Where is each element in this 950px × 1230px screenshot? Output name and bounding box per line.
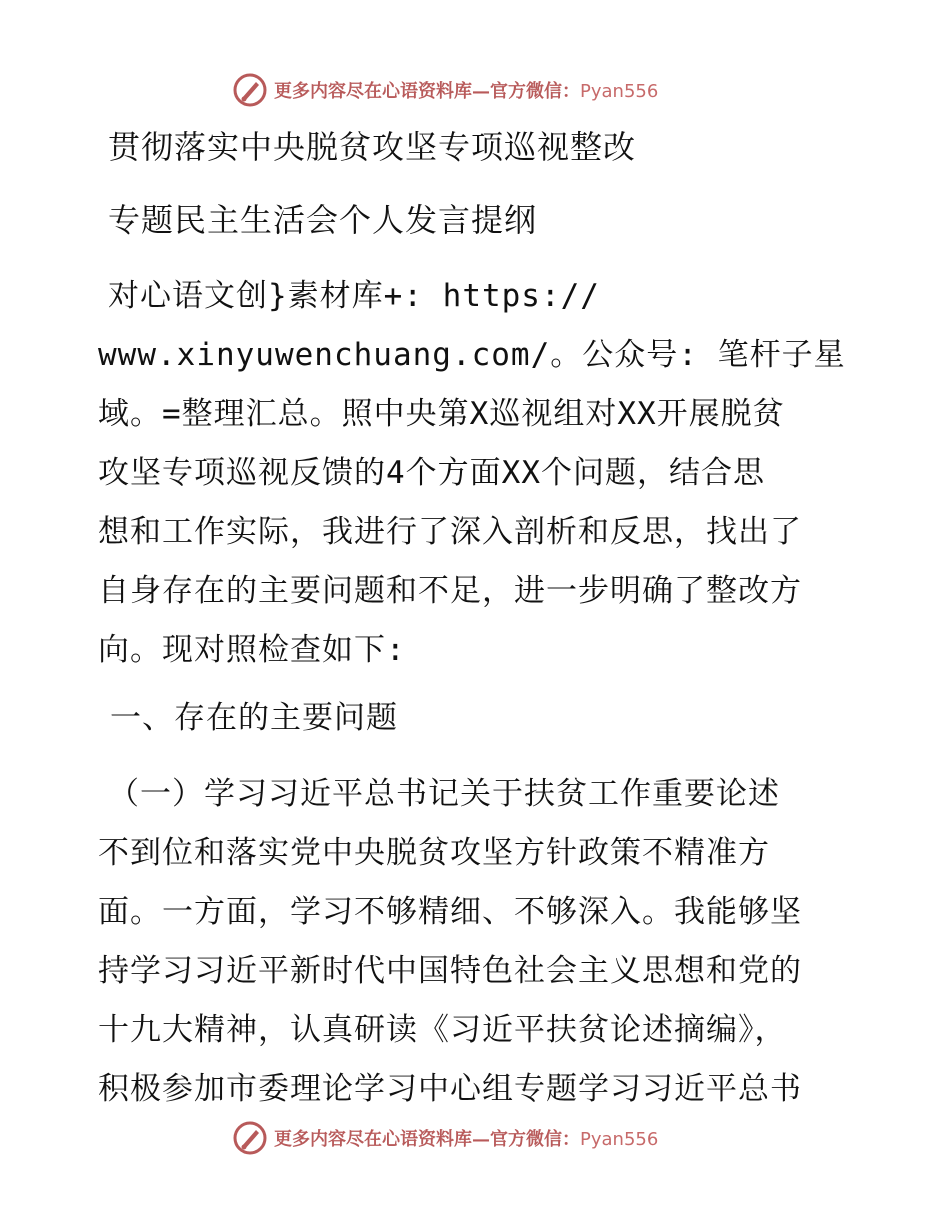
intro-line: www.xinyuwenchuang.com/。公众号: 笔杆子星 [98,337,846,373]
watermark-header [232,70,658,110]
intro-line: 对心语文创}素材库+: https:// [108,278,600,314]
intro-line: 自身存在的主要问题和不足，进一步明确了整改方 [98,573,802,609]
section-line: （一）学习习近平总书记关于扶贫工作重要论述 [108,776,780,812]
section-heading: 一、存在的主要问题 [110,700,398,736]
intro-line: 域。=整理汇总。照中央第X巡视组对XX开展脱贫 [98,396,785,432]
document-title-line-2: 专题民主生活会个人发言提纲 [108,201,538,239]
intro-line: 向。现对照检查如下: [98,632,406,668]
watermark-footer [232,1118,658,1158]
document-title-line-1: 贯彻落实中央脱贫攻坚专项巡视整改 [108,128,637,166]
intro-line: 想和工作实际，我进行了深入剖析和反思，找出了 [98,514,802,550]
pen-logo-icon [232,1120,268,1156]
section-line: 十九大精神，认真研读《习近平扶贫论述摘编》， [98,1012,787,1048]
watermark-text: 更多内容尽在心语资料库—官方微信：Pyan556 [274,81,659,102]
section-line: 持学习习近平新时代中国特色社会主义思想和党的 [98,953,802,989]
section-paragraph [98,765,858,1119]
intro-paragraph [98,267,858,680]
section-line: 积极参加市委理论学习中心组专题学习习近平总书 [98,1071,802,1107]
pen-logo-icon [232,72,268,108]
watermark-text: 更多内容尽在心语资料库—官方微信：Pyan556 [274,1129,659,1150]
intro-line: 攻坚专项巡视反馈的4个方面XX个问题，结合思 [98,455,765,491]
section-line: 不到位和落实党中央脱贫攻坚方针政策不精准方 [98,835,770,871]
section-line: 面。一方面，学习不够精细、不够深入。我能够坚 [98,894,802,930]
